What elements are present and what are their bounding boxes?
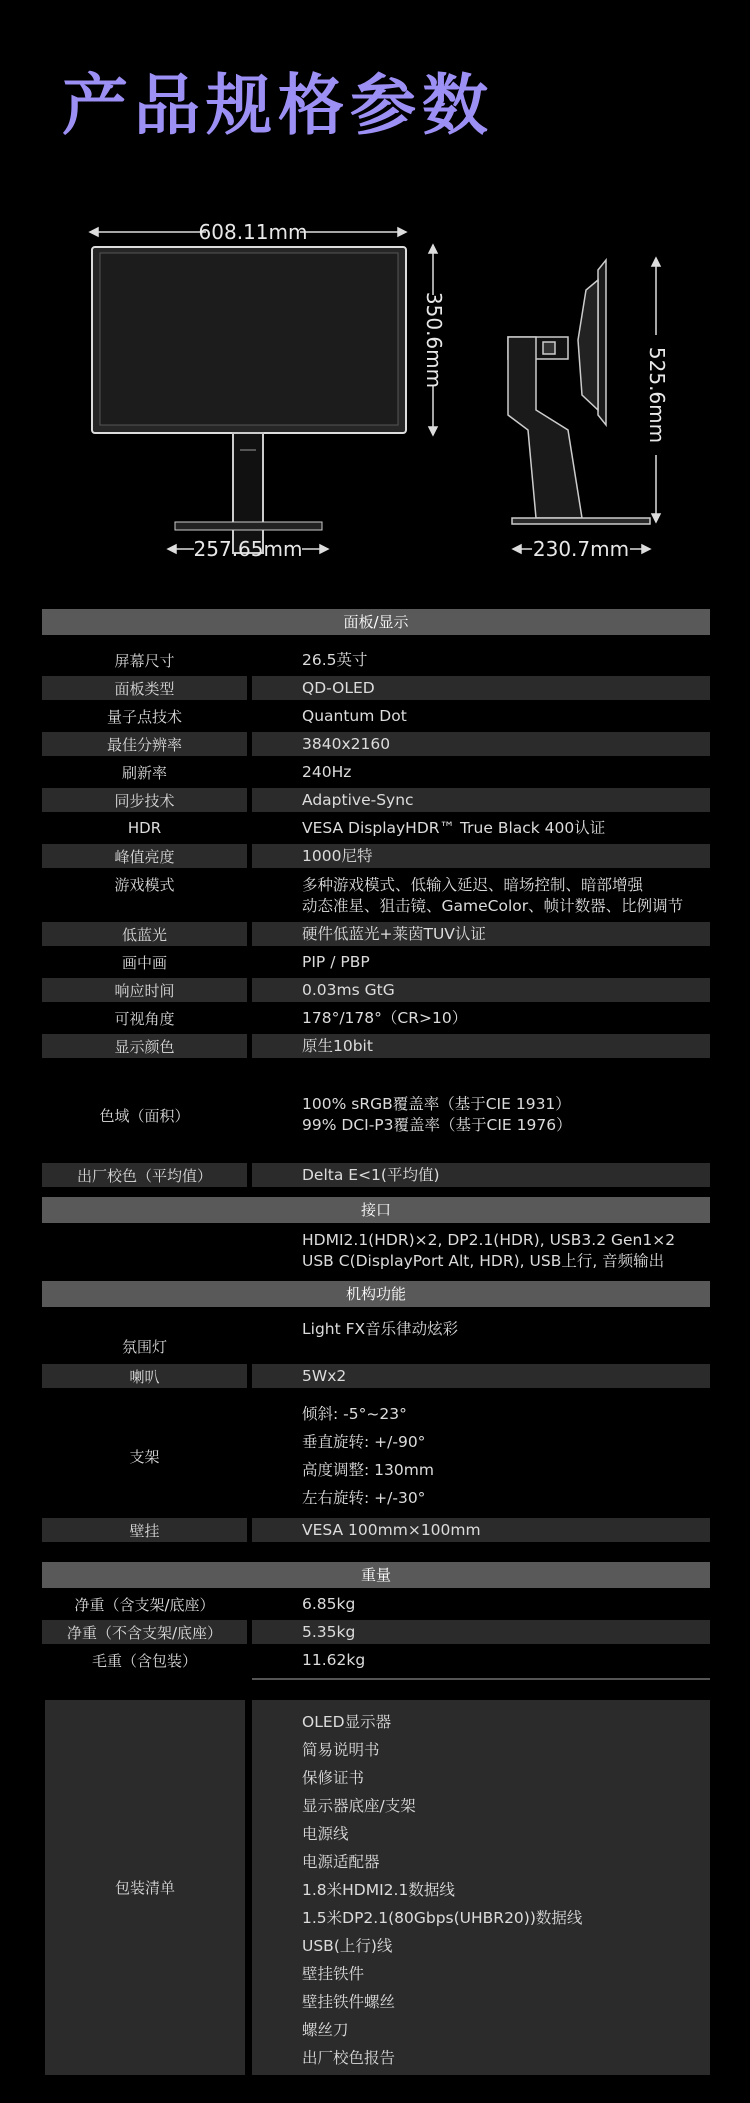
page-title: 产品规格参数 (62, 67, 494, 144)
spec-value: 5Wx2 (252, 1364, 710, 1388)
spec-row (42, 676, 710, 700)
spec-row (42, 704, 710, 728)
height-dim-label: 350.6mm (422, 291, 446, 389)
spec-label: 净重（不含支架/底座） (42, 1620, 247, 1644)
spec-value-line: 100% sRGB覆盖率（基于CIE 1931） (302, 1095, 571, 1113)
package-label: 包装清单 (45, 1700, 245, 2075)
spec-value-line: 动态准星、狙击镜、GameColor、帧计数器、比例调节 (302, 897, 684, 915)
spec-value (252, 1396, 710, 1516)
spec-value: 原生10bit (252, 1034, 710, 1058)
package-item: 壁挂铁件 (302, 1965, 365, 1983)
package-item: 1.5米DP2.1(80Gbps(UHBR20))数据线 (302, 1909, 583, 1927)
depth-dim-label: 230.7mm (532, 537, 630, 561)
spec-value: 1000尼特 (252, 844, 710, 868)
package-list (42, 1700, 710, 2075)
spec-value: QD-OLED (252, 676, 710, 700)
package-item: 出厂校色报告 (302, 2049, 396, 2067)
divider (252, 1678, 710, 1680)
spec-row (42, 844, 710, 868)
spec-row (42, 1313, 710, 1363)
spec-row (42, 1228, 710, 1274)
total-height-dim-label: 525.6mm (645, 346, 669, 444)
spec-row (42, 1648, 710, 1672)
spec-label: 支架 (129, 1447, 160, 1466)
package-item: 1.8米HDMI2.1数据线 (302, 1881, 455, 1899)
spec-row (42, 872, 710, 920)
spec-label: 净重（含支架/底座） (74, 1595, 215, 1614)
spec-value: 178°/178°（CR>10） (302, 1008, 468, 1027)
package-item: OLED显示器 (302, 1713, 392, 1731)
section-panel-header: 面板/显示 (42, 609, 710, 635)
spec-value: Quantum Dot (302, 706, 407, 725)
package-item: 螺丝刀 (302, 2021, 349, 2039)
spec-row (42, 950, 710, 974)
spec-row (42, 1006, 710, 1030)
spec-label: 峰值亮度 (42, 844, 247, 868)
spec-row (42, 1518, 710, 1542)
package-item: 显示器底座/支架 (302, 1797, 416, 1815)
spec-row (42, 648, 710, 672)
spec-value: 5.35kg (252, 1620, 710, 1644)
spec-value-line: 垂直旋转: +/-90° (302, 1433, 426, 1451)
spec-value: Delta E<1(平均值) (252, 1163, 710, 1187)
spec-value-line: 多种游戏模式、低输入延迟、暗场控制、暗部增强 (302, 876, 644, 894)
spec-label: 屏幕尺寸 (114, 651, 175, 670)
spec-value: 240Hz (302, 762, 352, 781)
base-dim-label: 257.65mm (193, 537, 303, 561)
spec-row (42, 978, 710, 1002)
spec-row (42, 1034, 710, 1058)
spec-value-line: 左右旋转: +/-30° (302, 1489, 426, 1507)
spec-label: 显示颜色 (42, 1034, 247, 1058)
spec-label: 面板类型 (42, 676, 247, 700)
spec-label: 画中画 (121, 953, 167, 972)
monitor-front-view (92, 247, 406, 553)
spec-label-empty (42, 1228, 247, 1274)
dimension-diagram (0, 220, 750, 570)
spec-row (42, 1364, 710, 1388)
spec-row (42, 1620, 710, 1644)
spec-label: HDR (127, 819, 162, 837)
spec-value: Adaptive-Sync (252, 788, 710, 812)
spec-value-line: 高度调整: 130mm (302, 1461, 434, 1479)
spec-value (252, 872, 710, 920)
spec-value: Light FX音乐律动炫彩 (302, 1320, 459, 1338)
section-weight-header: 重量 (42, 1562, 710, 1588)
spec-value: VESA 100mm×100mm (252, 1518, 710, 1542)
package-item: 保修证书 (302, 1769, 365, 1787)
spec-row (42, 1163, 710, 1187)
spec-row (42, 1062, 710, 1168)
spec-row (42, 1592, 710, 1616)
spec-value: PIP / PBP (302, 952, 370, 971)
spec-label: 色域（面积） (99, 1106, 190, 1125)
spec-value (252, 1228, 710, 1274)
spec-label: 同步技术 (42, 788, 247, 812)
spec-label: 可视角度 (114, 1009, 175, 1028)
spec-value-line: HDMI2.1(HDR)×2, DP2.1(HDR), USB3.2 Gen1×2 (302, 1231, 676, 1249)
spec-value-line: USB C(DisplayPort Alt, HDR), USB上行, 音频输出 (302, 1252, 665, 1270)
spec-label: 刷新率 (121, 763, 167, 782)
spec-value-line: 99% DCI-P3覆盖率（基于CIE 1976） (302, 1116, 572, 1134)
spec-label: 低蓝光 (42, 922, 247, 946)
spec-label: 量子点技术 (106, 707, 182, 726)
spec-row (42, 922, 710, 946)
spec-row (42, 816, 710, 840)
spec-label: 游戏模式 (114, 876, 175, 894)
spec-value (252, 1062, 710, 1168)
package-items (252, 1700, 710, 2075)
package-item: 电源线 (302, 1825, 349, 1843)
spec-value-line: 倾斜: -5°~23° (302, 1405, 407, 1423)
spec-label: 毛重（含包装） (91, 1651, 197, 1670)
width-dim-label: 608.11mm (198, 220, 308, 244)
spec-label: 喇叭 (42, 1364, 247, 1388)
package-item: 简易说明书 (302, 1741, 380, 1759)
spec-value: 3840x2160 (252, 732, 710, 756)
spec-label: 响应时间 (42, 978, 247, 1002)
package-item: 壁挂铁件螺丝 (302, 1993, 396, 2011)
spec-row (42, 788, 710, 812)
section-mechanics-header: 机构功能 (42, 1281, 710, 1307)
package-item: USB(上行)线 (302, 1937, 393, 1955)
spec-value: 11.62kg (302, 1650, 366, 1669)
spec-value: 26.5英寸 (302, 650, 368, 669)
spec-label: 壁挂 (42, 1518, 247, 1542)
spec-value: 6.85kg (302, 1594, 356, 1613)
section-ports-header: 接口 (42, 1197, 710, 1223)
spec-value: VESA DisplayHDR™ True Black 400认证 (302, 818, 606, 837)
spec-label: 出厂校色（平均值） (42, 1163, 247, 1187)
spec-value: 0.03ms GtG (252, 978, 710, 1002)
spec-row (42, 732, 710, 756)
spec-label: 氛围灯 (121, 1338, 167, 1356)
monitor-side-view (508, 260, 650, 524)
spec-value: 硬件低蓝光+莱茵TUV认证 (252, 922, 710, 946)
spec-row (42, 1396, 710, 1516)
spec-label: 最佳分辨率 (42, 732, 247, 756)
spec-row (42, 760, 710, 784)
package-item: 电源适配器 (302, 1853, 380, 1871)
